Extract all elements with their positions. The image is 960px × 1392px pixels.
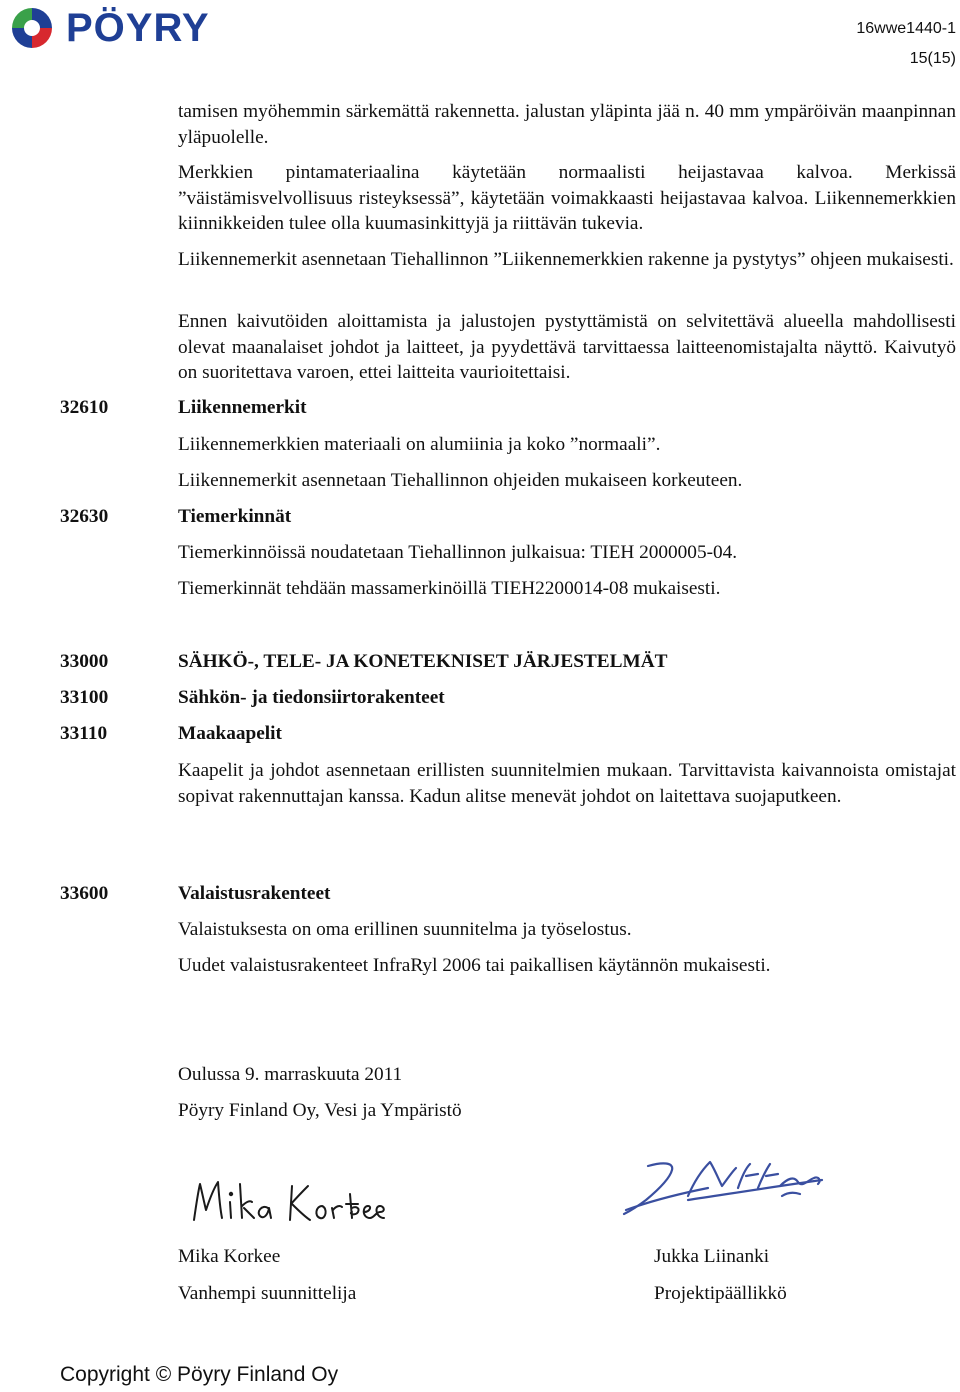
section-number: 33000: [60, 651, 109, 672]
place-date: Oulussa 9. marraskuuta 2011: [178, 1064, 403, 1085]
section-number: 33110: [60, 723, 108, 744]
section-title: Valaistusrakenteet: [178, 883, 331, 904]
paragraph: Valaistuksesta on oma erillinen suunnitelma ja työselostus.: [178, 919, 632, 940]
paragraph: Merkkien pintamateriaalina käytetään normaalisti heijastavaa kalvoa. Merkissä ”väistämisvelvollisuus risteyksessä”, käytetään voimakkaasti heijastavaa kalvoa. Liikennemerkkien kiinnikkeiden tulee olla kuumasinkittyjä ja riittävän tukevia.: [178, 162, 956, 234]
page-number: 15(15): [909, 50, 956, 67]
paragraph: Tiemerkinnät tehdään massamerkinöillä TIEH2200014-08 mukaisesti.: [178, 578, 721, 599]
section-title: Sähkön- ja tiedonsiirtorakenteet: [178, 687, 445, 708]
poyry-logo: [4, 4, 244, 52]
paragraph: Ennen kaivutöiden aloittamista ja jalustojen pystyttämistä on selvitettävä alueella mahdollisesti olevat maanalaiset johdot ja laitteet, ja pyydettävä tarvittaessa laitteenomistajalta näyttö. Kaivutyö on suoritettava varoen, ettei laitteita vaurioitettaisi.: [178, 311, 956, 383]
signer-name: Mika Korkee: [178, 1246, 281, 1267]
logo-wordmark: PÖYRY: [66, 6, 210, 50]
section-number: 33600: [60, 883, 109, 904]
paragraph: tamisen myöhemmin särkemättä rakennetta. jalustan yläpinta jää n. 40 mm ympäröivän maanpinnan yläpuolelle.: [178, 101, 956, 148]
section-number: 33100: [60, 687, 109, 708]
section-title: Tiemerkinnät: [178, 506, 292, 527]
document-number: 16wwe1440-1: [856, 20, 956, 37]
paragraph: Liikennemerkit asennetaan Tiehallinnon ”Liikennemerkkien rakenne ja pystytys” ohjeen mukaisesti.: [178, 249, 954, 270]
paragraph: Tiemerkinnöissä noudatetaan Tiehallinnon julkaisua: TIEH 2000005-04.: [178, 542, 738, 563]
section-title: SÄHKÖ-, TELE- JA KONETEKNISET JÄRJESTELMÄT: [178, 651, 668, 672]
company-name: Pöyry Finland Oy, Vesi ja Ympäristö: [178, 1100, 462, 1121]
signer-name: Jukka Liinanki: [654, 1246, 770, 1267]
section-title: Maakaapelit: [178, 723, 282, 744]
signature-jukka-liinanki-icon: [618, 1152, 828, 1222]
poyry-logo-icon: [4, 4, 60, 52]
signer-title: Projektipäällikkö: [654, 1283, 787, 1304]
signer-title: Vanhempi suunnittelija: [178, 1283, 357, 1304]
paragraph: Kaapelit ja johdot asennetaan erillisten suunnitelmien mukaan. Tarvittavista kaivannoista omistajat sopivat rakennuttajan kanssa. Kadun alitse menevät johdot on laitettava suojaputkeen.: [178, 760, 956, 807]
copyright-notice: Copyright © Pöyry Finland Oy: [60, 1363, 339, 1386]
section-title: Liikennemerkit: [178, 397, 307, 418]
section-number: 32630: [60, 506, 109, 527]
paragraph: Uudet valaistusrakenteet InfraRyl 2006 tai paikallisen käytännön mukaisesti.: [178, 955, 771, 976]
signature-mika-korkee-icon: [188, 1172, 393, 1228]
paragraph: Liikennemerkkien materiaali on alumiinia ja koko ”normaali”.: [178, 434, 661, 455]
section-number: 32610: [60, 397, 109, 418]
paragraph: Liikennemerkit asennetaan Tiehallinnon ohjeiden mukaiseen korkeuteen.: [178, 470, 743, 491]
